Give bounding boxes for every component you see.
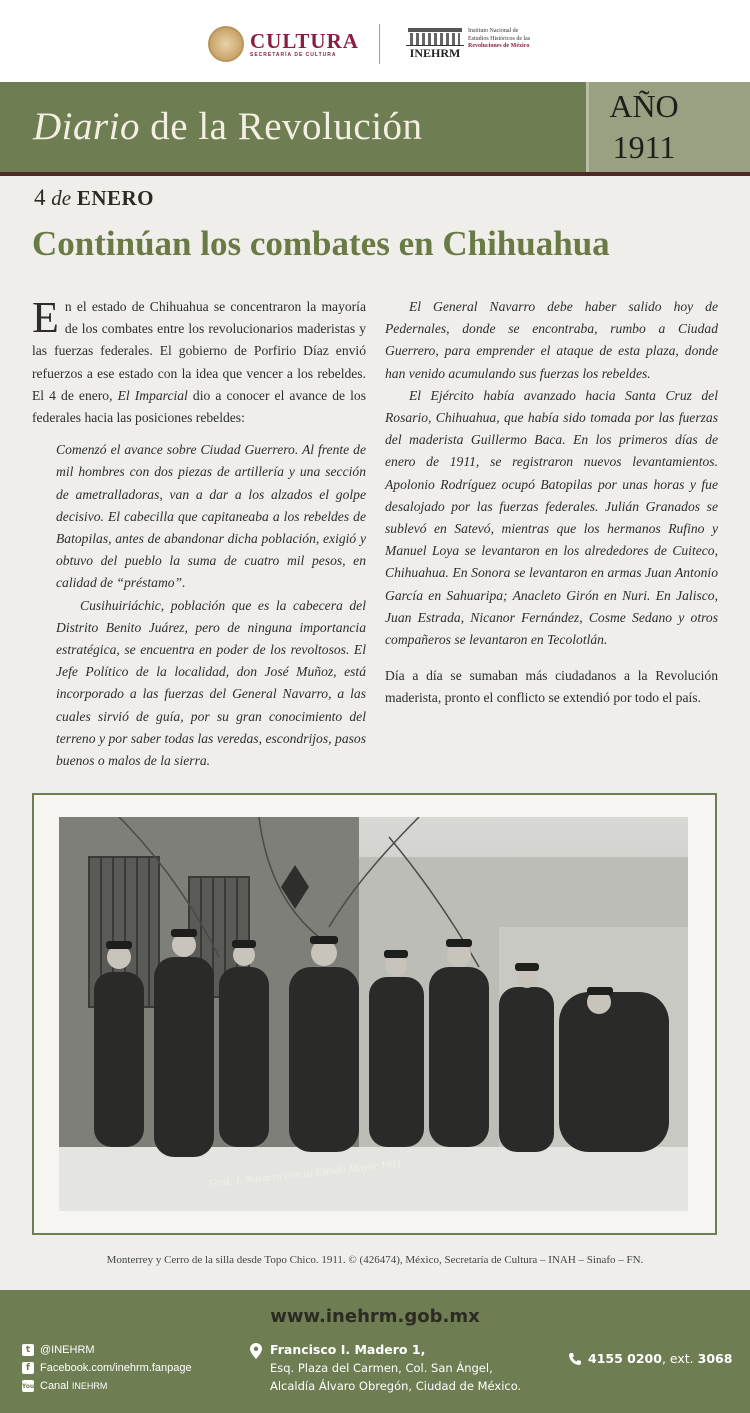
address-block — [250, 1341, 521, 1395]
year-label: AÑO — [609, 88, 679, 124]
inehrm-line-3: Revoluciones de México — [468, 43, 530, 49]
logo-divider — [379, 24, 380, 64]
date-month: ENERO — [76, 186, 155, 210]
inehrm-line-1: Instituto Nacional de — [468, 28, 519, 34]
cultura-name: CULTURA — [250, 29, 359, 53]
quote-paragraph-3: El General Navarro debe haber salido hoy de Pedernales, donde se encontraba, rumbo a Ciudad Guerrero, para emprender el ataque de esta plaza, donde han venido acumulando sus fuerzas los rebeldes. — [385, 299, 718, 381]
article-column-left — [32, 293, 366, 772]
address-line-2: Esq. Plaza del Carmen, Col. San Ángel, — [270, 1361, 493, 1375]
headline: Continúan los combates en Chihuahua — [32, 224, 610, 263]
banner-title — [33, 104, 423, 149]
quote-paragraph-2: Cusihuiriáchic, población que es la cabecera del Distrito Benito Juárez, pero de ninguna importancia estratégica, se encuentra en poder de los revoltosos. El Jefe Político de la localidad, don José Muñoz, está incorporado a las fuerzas del General Navarro, a las cuales sirvió de guía, por su gran conocimiento del terreno y por saber todas las veredas, escondrijos, pasos buenos o malos de la sierra. — [56, 597, 366, 769]
photo-caption: Monterrey y Cerro de la silla desde Topo Chico. 1911. © (426474), México, Secretaría de Cultura – INAH – Sinafo – FN. — [106, 1254, 644, 1266]
youtube-link[interactable] — [22, 1377, 192, 1395]
banner-underline — [0, 172, 750, 176]
cultura-subtitle: SECRETARÍA DE CULTURA — [250, 52, 337, 58]
location-pin-icon — [250, 1343, 262, 1359]
eagle-seal-icon — [208, 26, 244, 62]
twitter-handle: @INEHRM — [40, 1344, 95, 1356]
cultura-logo — [208, 26, 359, 62]
year-value: 1911 — [612, 129, 676, 165]
youtube-icon: You — [22, 1380, 34, 1392]
intro-paragraph — [32, 293, 366, 429]
historic-photo — [59, 817, 688, 1211]
social-links — [22, 1341, 192, 1395]
address-line-1: Francisco I. Madero 1, — [270, 1342, 426, 1357]
inehrm-acronym: INEHRM — [406, 45, 464, 61]
twitter-icon: t — [22, 1344, 34, 1356]
youtube-channel: INEHRM — [71, 1381, 108, 1391]
quote-paragraph-1: Comenzó el avance sobre Ciudad Guerrero. Al frente de mil hombres con dos piezas de artillería y una sección de ametralladoras, van a dar a los alzados el golpe decisivo. El cabecilla que capitaneaba a los rebeldes de Batopilas, antes de abandonar dicha población, exigió y obtuvo del pueblo la suma de cuatro mil pesos, en calidad de “préstamo”. — [56, 442, 366, 591]
article-column-right — [385, 296, 718, 710]
entry-date — [34, 185, 154, 211]
address-line-3: Alcaldía Álvaro Obregón, Ciudad de México. — [270, 1379, 522, 1393]
ext-number: 3068 — [697, 1351, 733, 1366]
youtube-label: Canal — [40, 1380, 69, 1392]
banner-title-rest: de la Revolución — [140, 105, 423, 148]
ext-label: , ext. — [661, 1351, 694, 1366]
phone-contact[interactable] — [568, 1351, 732, 1366]
phone-icon — [568, 1352, 582, 1366]
building-icon — [406, 28, 464, 58]
phone-number: 4155 0200 — [588, 1351, 662, 1366]
newspaper-name: El Imparcial — [117, 387, 188, 403]
banner-title-italic: Diario — [33, 105, 141, 148]
inehrm-logo — [406, 28, 530, 58]
facebook-icon: f — [22, 1362, 34, 1374]
date-day: 4 — [34, 185, 46, 210]
facebook-url: Facebook.com/inehrm.fanpage — [40, 1362, 192, 1374]
quote-paragraph-4: El Ejército había avanzado hacia Santa Cruz del Rosario, Chihuahua, que había sido tomada por las fuerzas del maderista Guillermo Baca. En los primeros días de enero de 1911, se registraron nuevos levantamientos. Apolonio Rodríguez ocupó Batopilas por unas horas y fue desalojado por las fuerzas federales. Julián Granados se sublevó en Satevó, mientras que los hermanos Rufino y Manuel Loya se levantaron en los alrededores de Cuiteco, Chihuahua. En Sonora se levantaron en armas Juan Antonio García en Sahuaripa; Anacleto Girón en Nuri. En Jalisco, Juan Estrada, Nicanor Fernández, Cosme Sedano y otros compañeros se levantaron en Tecolotlán. — [385, 387, 718, 648]
logo-bar — [0, 0, 750, 82]
intro-text-end: dio a conocer el avance de los federales hacia las posiciones rebeldes: — [32, 387, 366, 426]
inehrm-line-2: Estudios Históricos de las — [468, 35, 531, 42]
website-link[interactable]: www.inehrm.gob.mx — [270, 1306, 480, 1327]
twitter-link[interactable] — [22, 1341, 192, 1359]
photo-inscription: Gral. J. Navarro con su Estado Mayor 1911 — [208, 1157, 403, 1190]
closing-paragraph: Día a día se sumaban más ciudadanos a la Revolución maderista, pronto el conflicto se extendió por todo el país. — [385, 668, 718, 706]
date-de: de — [51, 186, 72, 210]
facebook-link[interactable] — [22, 1359, 192, 1377]
drop-cap: E — [32, 293, 59, 342]
intro-text: n el estado de Chihuahua se concentraron la mayoría de los combates entre los revolucionarios maderistas y las fuerzas federales. El gobierno de Porfirio Díaz envió refuerzos a ese estado con la idea que vencer a los rebeldes. El 4 de enero, — [32, 299, 366, 403]
group-portrait-image — [59, 817, 688, 1211]
